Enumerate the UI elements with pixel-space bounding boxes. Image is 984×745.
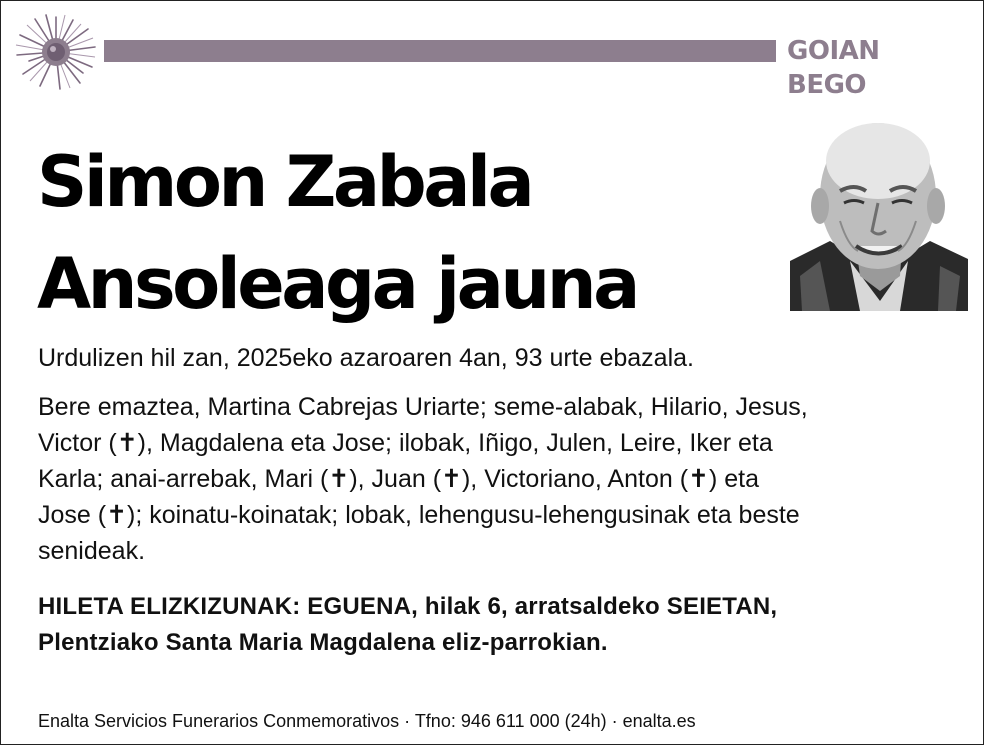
portrait-photo	[790, 111, 968, 311]
family-line: Victor (✝), Magdalena eta Jose; ilobak, Iñigo, Julen, Leire, Iker eta	[38, 429, 773, 457]
thistle-flower-icon	[13, 11, 99, 93]
death-notice: Urdulizen hil zan, 2025eko azaroaren 4an, 93 urte ebazala.	[38, 344, 694, 372]
family-line: Bere emaztea, Martina Cabrejas Uriarte; seme-alabak, Hilario, Jesus,	[38, 393, 808, 421]
name-line-2: Ansoleaga jauna	[37, 243, 637, 325]
family-line: Karla; anai-arrebak, Mari (✝), Juan (✝), Victoriano, Anton (✝) eta	[38, 465, 759, 493]
name-line-1: Simon Zabala	[37, 141, 532, 223]
family-list	[38, 389, 948, 569]
funeral-details	[38, 589, 948, 661]
header-bar	[104, 40, 776, 62]
section-label: GOIAN BEGO	[787, 36, 880, 100]
funeral-line: Plentziako Santa Maria Magdalena eliz-parrokian.	[38, 629, 608, 656]
funeral-line: HILETA ELIZKIZUNAK: EGUENA, hilak 6, arratsaldeko SEIETAN,	[38, 593, 778, 620]
family-line: Jose (✝); koinatu-koinatak; lobak, lehengusu-lehengusinak eta beste	[38, 501, 800, 529]
deceased-name	[37, 131, 637, 335]
family-line: senideak.	[38, 537, 146, 565]
footer-contact: Enalta Servicios Funerarios Conmemorativos · Tfno: 946 611 000 (24h) · enalta.es	[38, 711, 696, 731]
